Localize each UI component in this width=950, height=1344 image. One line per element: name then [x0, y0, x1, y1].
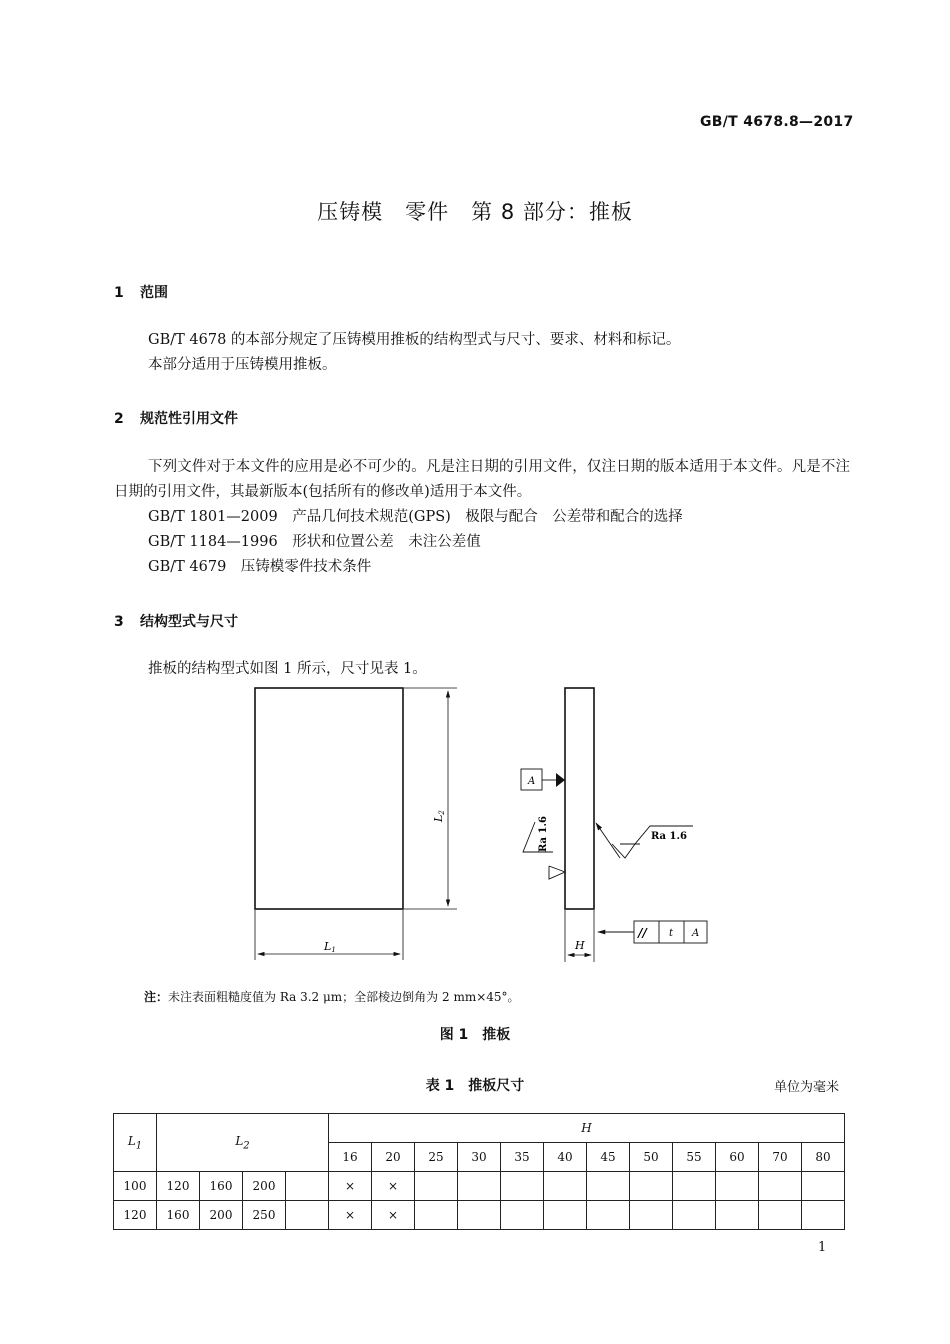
cell-h — [630, 1201, 673, 1230]
cell-l2 — [286, 1201, 329, 1230]
reference-item: GB/T 4679 压铸模零件技术条件 — [148, 559, 372, 575]
section-3-paragraph: 推板的结构型式如图 1 所示，尺寸见表 1。 — [148, 661, 427, 677]
cell-h: × — [372, 1201, 415, 1230]
tolerance-value: t — [669, 928, 674, 939]
cell-h — [544, 1172, 587, 1201]
cell-l2: 250 — [243, 1201, 286, 1230]
standard-number: GB/T 4678.8—2017 — [700, 114, 854, 130]
cell-h — [802, 1172, 845, 1201]
cell-h — [802, 1201, 845, 1230]
cell-l2: 200 — [243, 1172, 286, 1201]
section-number: 2 — [114, 411, 124, 427]
h-value: 45 — [587, 1143, 630, 1172]
cell-h — [544, 1201, 587, 1230]
cell-h — [759, 1201, 802, 1230]
cell-l2: 160 — [157, 1201, 200, 1230]
figure-caption: 图 1 推板 — [439, 1027, 511, 1043]
cell-h: × — [329, 1201, 372, 1230]
cell-h — [716, 1172, 759, 1201]
table-row — [114, 1172, 845, 1201]
header-h: H — [329, 1114, 845, 1143]
cell-h — [415, 1172, 458, 1201]
table-row — [114, 1201, 845, 1230]
cell-l2 — [286, 1172, 329, 1201]
reference-item: GB/T 1801—2009 产品几何技术规范(GPS) 极限与配合 公差带和配合的选择 — [148, 509, 683, 525]
h-value: 80 — [802, 1143, 845, 1172]
section-title: 结构型式与尺寸 — [140, 614, 238, 630]
dimensions-table — [113, 1113, 845, 1230]
figure-note — [144, 988, 520, 1005]
cell-h — [501, 1201, 544, 1230]
document-title: 压铸模 零件 第 8 部分：推板 — [317, 200, 633, 224]
cell-l2: 120 — [157, 1172, 200, 1201]
cell-h — [630, 1172, 673, 1201]
section-1-paragraph-2: 本部分适用于压铸模用推板。 — [148, 357, 337, 373]
section-2-intro: 下列文件对于本文件的应用是必不可少的。凡是注日期的引用文件，仅注日期的版本适用于本文件。凡是不注日期的引用文件，其最新版本(包括所有的修改单)适用于本文件。 — [114, 459, 850, 500]
note-text: 未注表面粗糙度值为 Ra 3.2 μm；全部棱边倒角为 2 mm×45°。 — [168, 990, 520, 1004]
cell-h — [415, 1201, 458, 1230]
roughness-leader — [596, 823, 620, 858]
h-value: 25 — [415, 1143, 458, 1172]
l2-label: L2 — [432, 810, 446, 822]
table-caption: 表 1 推板尺寸 — [425, 1078, 525, 1094]
header-l1: $L_1$ — [114, 1114, 157, 1172]
roughness-label-right: Ra 1.6 — [651, 831, 687, 842]
h-value: 70 — [759, 1143, 802, 1172]
roughness-label-side: Ra 1.6 — [538, 816, 549, 852]
h-value: 40 — [544, 1143, 587, 1172]
plate-front-view — [255, 688, 403, 909]
cell-l2: 200 — [200, 1201, 243, 1230]
section-1-paragraph-1: GB/T 4678 的本部分规定了压铸模用推板的结构型式与尺寸、要求、材料和标记。 — [148, 332, 681, 348]
h-value: 50 — [630, 1143, 673, 1172]
cell-h — [673, 1172, 716, 1201]
cell-h — [716, 1201, 759, 1230]
cell-h: × — [329, 1172, 372, 1201]
cell-h — [759, 1172, 802, 1201]
h-value: 55 — [673, 1143, 716, 1172]
h-label: H — [575, 939, 585, 952]
h-value: 30 — [458, 1143, 501, 1172]
cell-h — [458, 1201, 501, 1230]
section-number: 1 — [114, 285, 124, 301]
cell-h — [501, 1172, 544, 1201]
page-number: 1 — [818, 1240, 827, 1255]
datum-triangle — [556, 773, 565, 787]
cell-l1: 120 — [114, 1201, 157, 1230]
cell-l1: 100 — [114, 1172, 157, 1201]
section-number: 3 — [114, 614, 124, 630]
l1-label: L1 — [324, 940, 336, 954]
parallelism-symbol: // — [638, 926, 647, 940]
cell-h — [458, 1172, 501, 1201]
section-title: 规范性引用文件 — [140, 411, 238, 427]
reference-item: GB/T 1184—1996 形状和位置公差 未注公差值 — [148, 534, 481, 550]
cell-h — [587, 1201, 630, 1230]
h-value: 16 — [329, 1143, 372, 1172]
h-value: 35 — [501, 1143, 544, 1172]
section-title: 范围 — [140, 285, 168, 301]
table-header-row — [114, 1114, 845, 1143]
cell-l2: 160 — [200, 1172, 243, 1201]
cell-h — [587, 1172, 630, 1201]
note-label: 注： — [144, 990, 169, 1004]
plate-side-view — [565, 688, 594, 909]
datum-label: A — [528, 776, 536, 787]
cell-h — [673, 1201, 716, 1230]
table-unit: 单位为毫米 — [774, 1080, 840, 1095]
h-value: 20 — [372, 1143, 415, 1172]
header-l2: $L_2$ — [157, 1114, 329, 1172]
tolerance-datum: A — [692, 928, 700, 939]
h-value: 60 — [716, 1143, 759, 1172]
cell-h: × — [372, 1172, 415, 1201]
